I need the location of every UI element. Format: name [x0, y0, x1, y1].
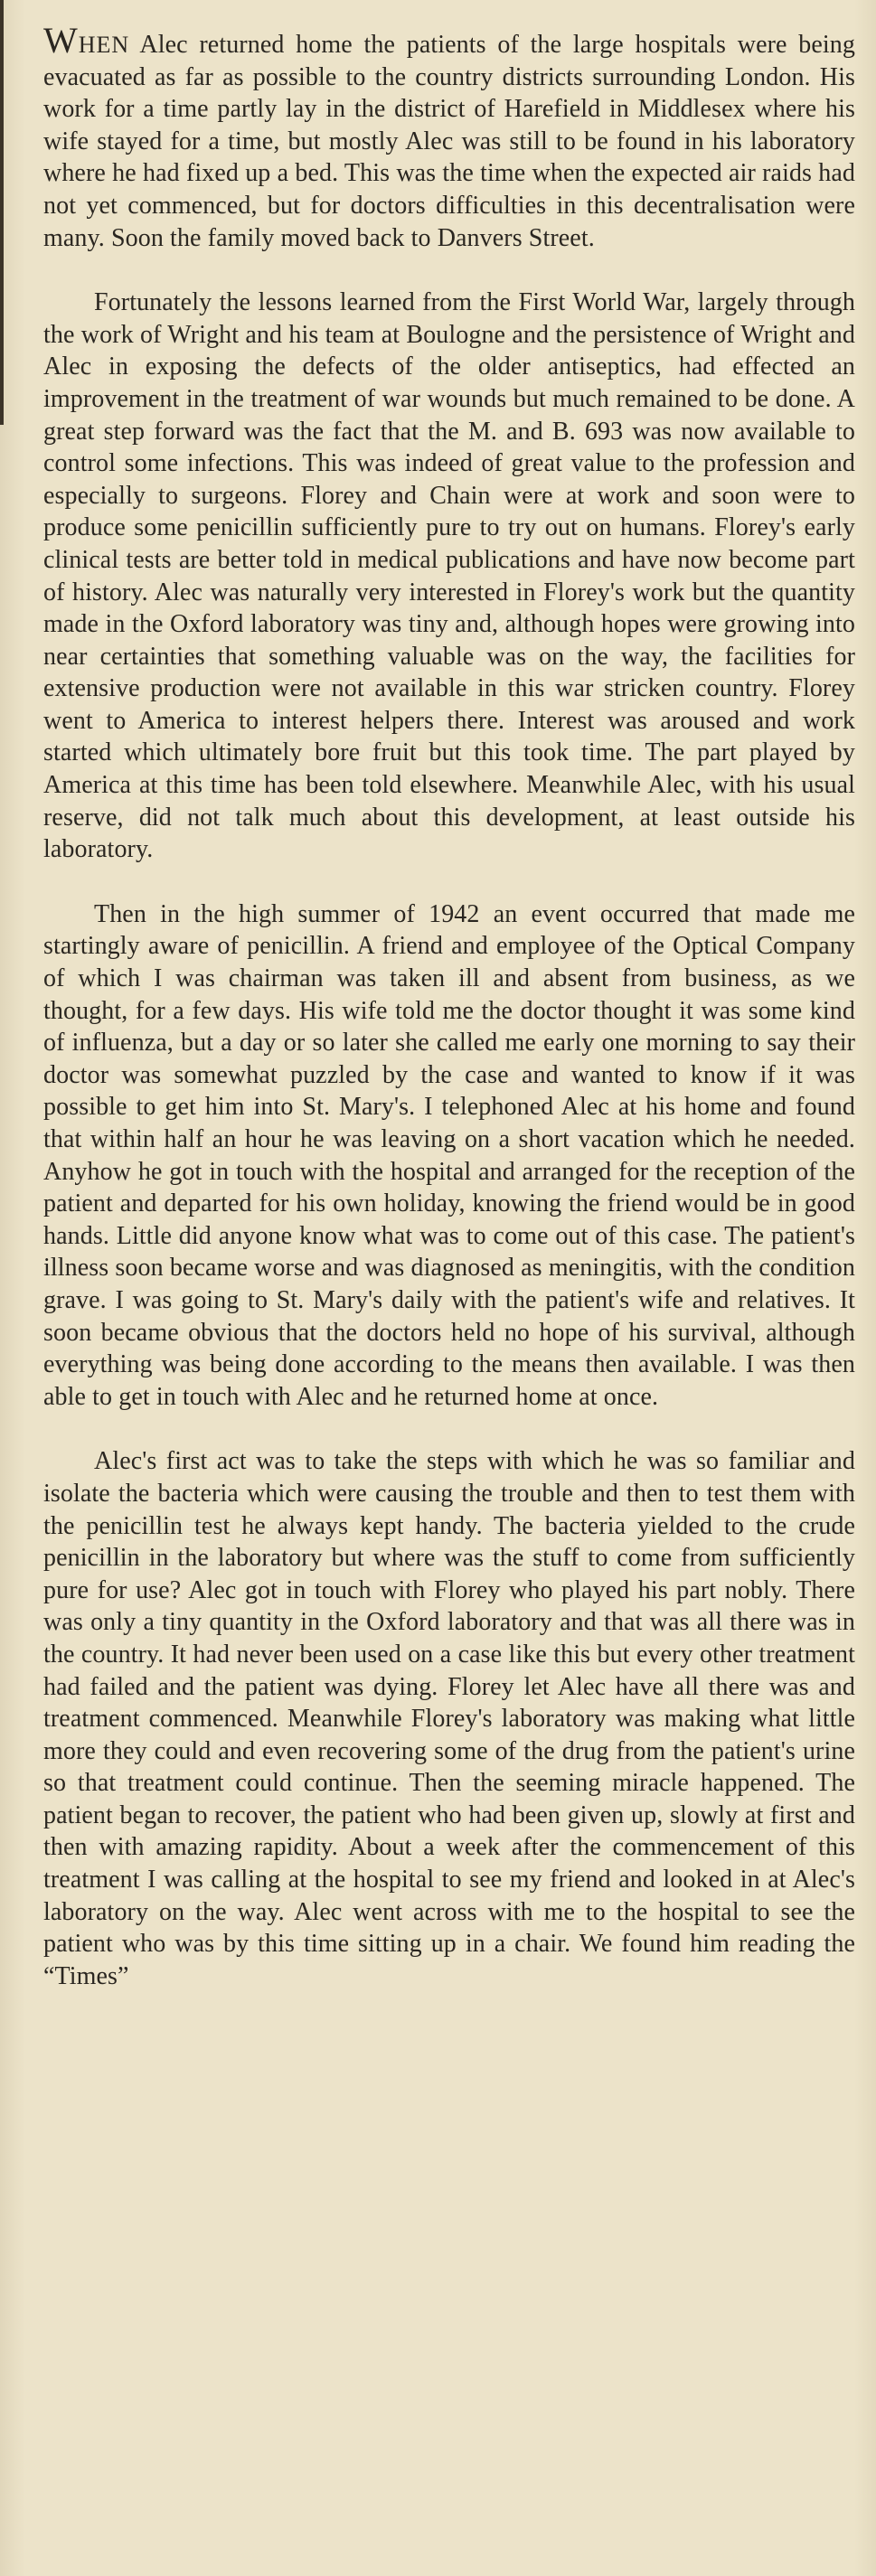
paragraph-1-text: Alec returned home the patients of the large hospitals were being evacuated as far as possible to the country districts surrounding London. His work for a time partly lay in the district of Harefield in Middlesex where his wife stayed for a time, but mostly Alec was still to be found in his laboratory where he had fixed up a bed. This was the time when the expected air raids had not yet commenced, but for doctors difficulties in this decentralisation were many. Soon the family moved back to Danvers Street. [43, 31, 855, 252]
opening-caps: HEN [78, 32, 130, 58]
paragraph-4: Alec's first act was to take the steps with which he was so familiar and isolate the bacteria which were causing the trouble and then to test them with the penicillin test he always kept handy. The bacteria yielded to the crude penicillin in the laboratory but where was the stuff to come from sufficiently pure for use? Alec got in touch with Florey who played his part nobly. There was only a tiny quantity in the Oxford laboratory and that was all there was in the country. It had never been used on a case like this but every other treatment had failed and the patient was dying. Florey let Alec have all there was and treatment commenced. Meanwhile Florey's laboratory was making what little more they could and even recovering some of the drug from the patient's urine so that treatment could continue. Then the seeming miracle happened. The patient began to recover, the patient who had been given up, slowly at first and then with amazing rapidity. About a week after the commencement of this treatment I was calling at the hospital to see my friend and looked in at Alec's laboratory on the way. Alec went across with me to the hospital to see the patient who was by this time sitting up in a chair. We found him reading the “Times” [43, 1447, 855, 1990]
article-body [43, 20, 855, 2025]
paragraph-2: Fortunately the lessons learned from the First World War, largely through the work of Wright and his team at Boulogne and the persistence of Wright and Alec in exposing the defects of the older antiseptics, had effected an improvement in the treatment of war wounds but much remained to be done. A great step forward was the fact that the M. and B. 693 was now available to control some infections. This was indeed of great value to the profession and especially to surgeons. Florey and Chain were at work and soon were to produce some penicillin sufficiently pure to try out on humans. Florey's early clinical tests are better told in medical publications and have now become part of history. Alec was naturally very interested in Florey's work but the quantity made in the Oxford laboratory was tiny and, although hopes were growing into near certainties that something valuable was on the way, the facilities for extensive production were not available in this war stricken country. Florey went to America to interest helpers there. Interest was aroused and work started which ultimately bore fruit but this took time. The part played by America at this time has been told elsewhere. Meanwhile Alec, with his usual reserve, did not talk much about this development, at least outside his laboratory. [43, 288, 855, 864]
paragraph-1 [43, 20, 855, 254]
page-edge-shadow [0, 0, 4, 425]
paragraph-3: Then in the high summer of 1942 an event occurred that made me startingly aware of penicillin. A friend and employee of the Optical Company of which I was chairman was taken ill and absent from business, as we thought, for a few days. His wife told me the doctor thought it was some kind of influenza, but a day or so later she called me early one morning to say their doctor was somewhat puzzled by the case and wanted to know if it was possible to get him into St. Mary's. I telephoned Alec at his home and found that within half an hour he was leaving on a short vacation which he needed. Anyhow he got in touch with the hospital and arranged for the reception of the patient and departed for his own holiday, knowing the friend would be in good hands. Little did anyone know what was to come out of this case. The patient's illness soon became worse and was diagnosed as meningitis, with the condition grave. I was going to St. Mary's daily with the patient's wife and relatives. It soon became obvious that the doctors held no hope of his survival, although everything was being done according to the means then available. I was then able to get in touch with Alec and he returned home at once. [43, 899, 855, 1411]
drop-cap: W [43, 20, 79, 61]
